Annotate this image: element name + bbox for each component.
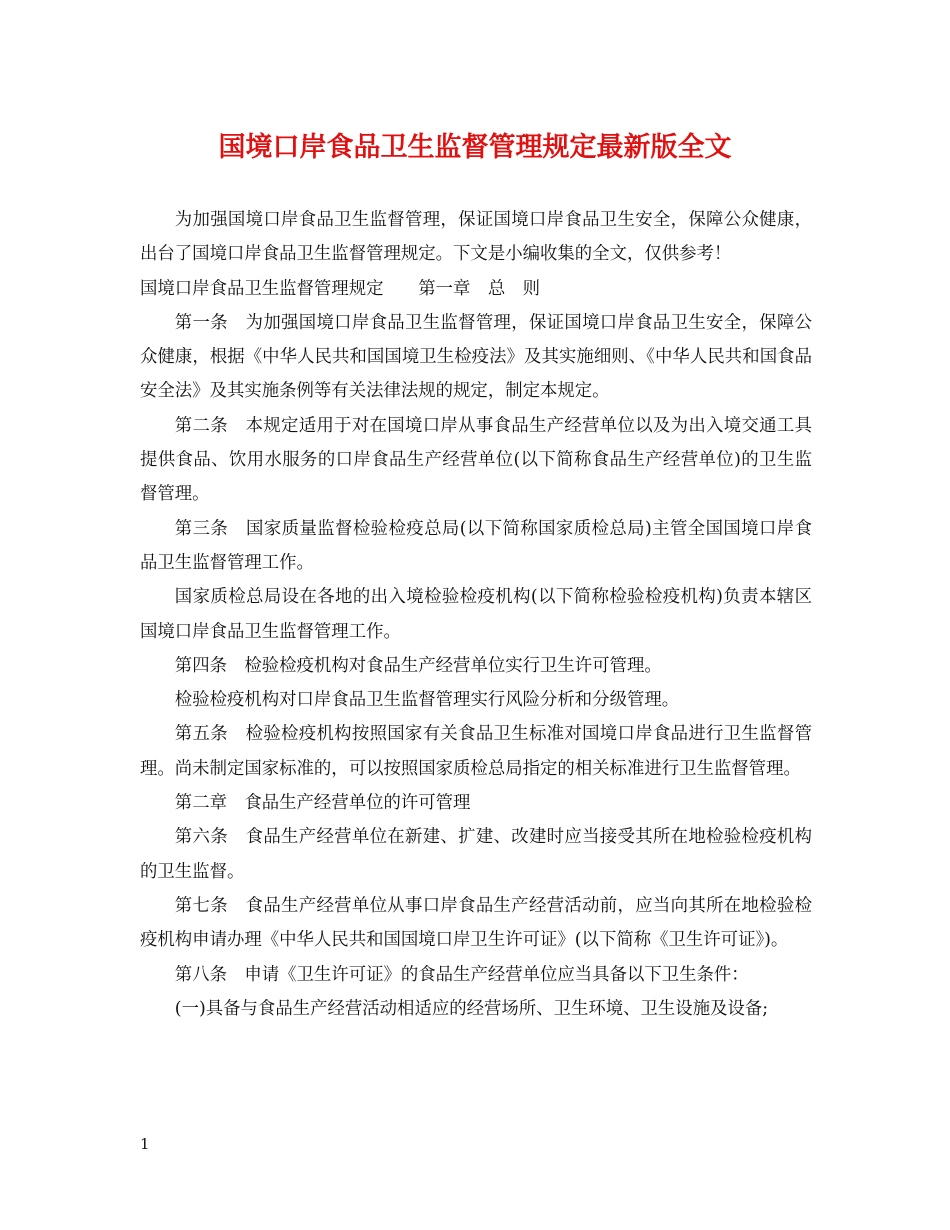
article-paragraph: 第七条 食品生产经营单位从事口岸食品生产经营活动前，应当向其所在地检验检疫机构申请办理《中华人民共和国国境口岸卫生许可证》(以下简称《卫生许可证》)。 <box>140 895 812 951</box>
chapter-heading: 第二章 食品生产经营单位的许可管理 <box>174 793 471 814</box>
page-number: 1 <box>140 1135 150 1153</box>
article-paragraph: 第六条 食品生产经营单位在新建、扩建、改建时应当接受其所在地检验检疫机构的卫生监督。 <box>140 827 812 882</box>
chapter-subheading: 国境口岸食品卫生监督管理规定 第一章 总 则 <box>140 278 540 299</box>
article-paragraph: 第三条 国家质量监督检验检疫总局(以下简称国家质检总局)主管全国国境口岸食品卫生监督管理工作。 <box>140 518 812 573</box>
article-paragraph: 第一条 为加强国境口岸食品卫生监督管理，保证国境口岸食品卫生安全，保障公众健康，根据《中华人民共和国国境卫生检疫法》及其实施细则、《中华人民共和国食品安全法》及其实施条例等有关法律法规的规定，制定本规定。 <box>140 312 812 402</box>
article-paragraph: (一)具备与食品生产经营活动相适应的经营场所、卫生环境、卫生设施及设备; <box>174 998 769 1019</box>
document-body <box>140 203 812 1026</box>
document-title: 国境口岸食品卫生监督管理规定最新版全文 <box>218 132 732 163</box>
article-paragraph: 第二条 本规定适用于对在国境口岸从事食品生产经营单位以及为出入境交通工具提供食品、饮用水服务的口岸食品生产经营单位(以下简称食品生产经营单位)的卫生监督管理。 <box>140 415 812 505</box>
article-paragraph: 第四条 检验检疫机构对食品生产经营单位实行卫生许可管理。 <box>174 655 662 676</box>
intro-paragraph: 为加强国境口岸食品卫生监督管理，保证国境口岸食品卫生安全，保障公众健康，出台了国境口岸食品卫生监督管理规定。下文是小编收集的全文，仅供参考！ <box>140 210 812 265</box>
article-paragraph: 第五条 检验检疫机构按照国家有关食品卫生标准对国境口岸食品进行卫生监督管理。尚未制定国家标准的，可以按照国家质检总局指定的相关标准进行卫生监督管理。 <box>140 724 812 779</box>
article-paragraph: 第八条 申请《卫生许可证》的食品生产经营单位应当具备以下卫生条件： <box>174 964 749 985</box>
article-paragraph: 检验检疫机构对口岸食品卫生监督管理实行风险分析和分级管理。 <box>174 690 680 711</box>
article-paragraph: 国家质检总局设在各地的出入境检验检疫机构(以下简称检验检疫机构)负责本辖区国境口岸食品卫生监督管理工作。 <box>140 587 812 642</box>
